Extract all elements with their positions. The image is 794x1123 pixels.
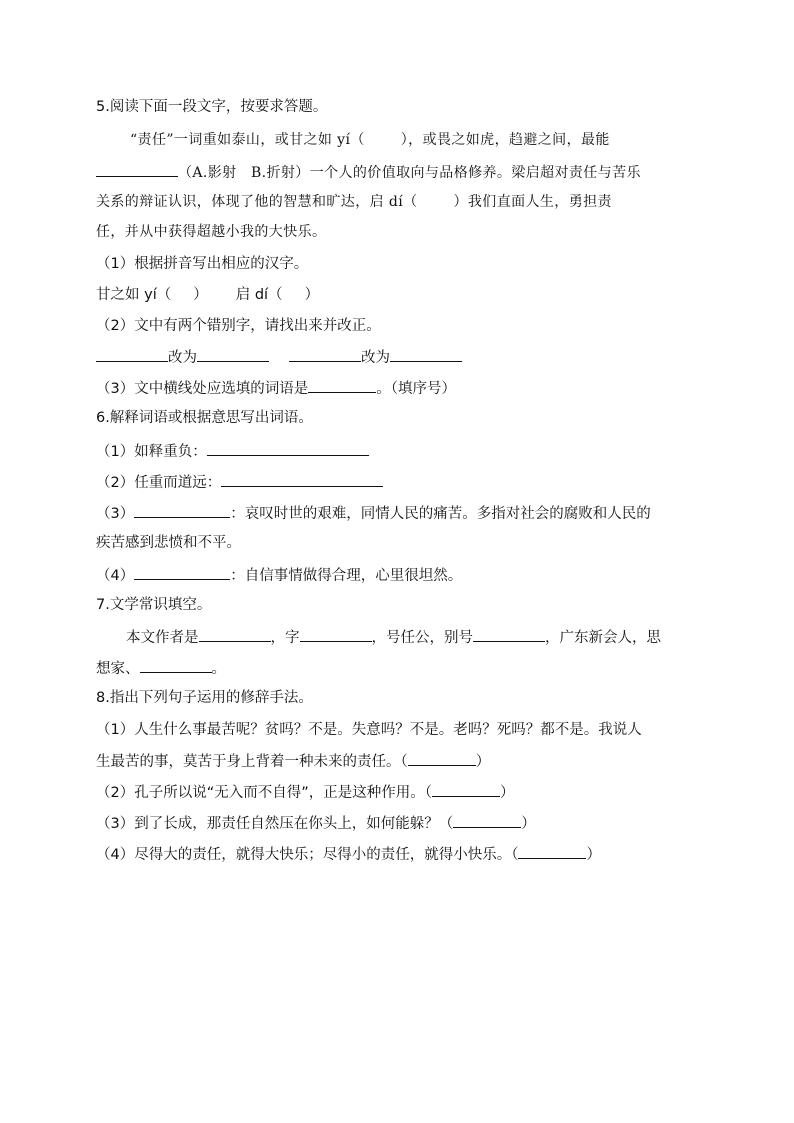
q8-s2-text: （2）孔子所以说“无入而不自得”，正是这种作用。（ xyxy=(96,785,432,801)
q6-item-1-blank[interactable] xyxy=(207,440,369,456)
q5-sub2: （2）文中有两个错别字，请找出来并改正。 xyxy=(96,318,381,334)
q6-item-3-text: ：哀叹时世的艰难，同情人民的痛苦。多指对社会的腐败和人民的 xyxy=(230,506,651,522)
q5-sub2-answers xyxy=(96,346,462,368)
q7-author-blank[interactable] xyxy=(199,626,271,642)
q6-item-4-num: （4） xyxy=(96,568,135,584)
q8-sentence-4 xyxy=(96,843,601,865)
q7-t2: ，字 xyxy=(270,630,300,646)
q8-s4-blank[interactable] xyxy=(518,843,586,859)
q7-line1 xyxy=(126,626,661,648)
q8-s1-close: ） xyxy=(475,754,491,770)
q5-passage-p1: “责任”一词重如泰山，或甘之如 yí（ xyxy=(130,132,365,148)
q8-s3-blank[interactable] xyxy=(453,812,521,828)
q5-title: 5.阅读下面一段文字，按要求答题。 xyxy=(96,99,328,115)
q5-sub1: （1）根据拼音写出相应的汉字。 xyxy=(96,256,309,272)
q6-item-4-text: ：自信事情做得合理，心里很坦然。 xyxy=(230,568,463,584)
q5-correct-char-blank-2[interactable] xyxy=(390,346,462,362)
q5-sub3-a: （3）文中横线处应选填的词语是 xyxy=(96,381,309,397)
q5-passage-line2 xyxy=(96,161,641,183)
q6-item-2-label: （2）任重而道远： xyxy=(96,475,222,491)
q6-item-2 xyxy=(96,471,383,493)
q8-s1-blank[interactable] xyxy=(408,750,476,766)
q6-item-1 xyxy=(96,440,369,462)
q6-item-3-blank[interactable] xyxy=(134,502,230,518)
q5-sub3 xyxy=(96,377,456,399)
q6-item-3-num: （3） xyxy=(96,506,135,522)
q5-wrong-char-blank-2[interactable] xyxy=(289,346,361,362)
q8-sentence-2 xyxy=(96,781,515,803)
q5-sub1-c: 启 dí（ xyxy=(235,287,283,303)
q5-choice-blank[interactable] xyxy=(96,161,178,177)
q5-passage-line3 xyxy=(96,192,612,212)
q5-sub3-blank[interactable] xyxy=(308,377,376,393)
q5-sub1-answers xyxy=(96,285,319,305)
q5-sub1-b: ） xyxy=(193,287,208,303)
q5-wrong-char-blank-1[interactable] xyxy=(96,346,168,362)
q5-passage-p6: 任，并从中获得超越小我的大快乐。 xyxy=(96,224,327,240)
q6-item-3 xyxy=(96,502,651,524)
q8-s3-close: ） xyxy=(521,816,536,832)
q5-correct-char-blank-1[interactable] xyxy=(197,346,269,362)
q5-sub3-b: 。（填序号） xyxy=(376,381,456,397)
q7-t1: 本文作者是 xyxy=(126,630,199,646)
q5-passage-p4: 关系的辩证认识，体现了他的智慧和旷达，启 dí（ xyxy=(96,194,418,210)
q7-biehao-blank[interactable] xyxy=(473,626,545,642)
q7-t3: ，号任公，别号 xyxy=(371,630,473,646)
q8-s4-close: ） xyxy=(586,847,601,863)
q7-identity-blank[interactable] xyxy=(140,657,212,673)
q5-gaiwei-2: 改为 xyxy=(361,350,390,366)
q6-item-3-cont: 疾苦感到悲愤和不平。 xyxy=(96,535,241,551)
q7-t4: ，广东新会人，思 xyxy=(545,630,661,646)
q8-sentence-1: （1）人生什么事最苦呢？贫吗？不是。失意吗？不是。老吗？死吗？都不是。我说人 xyxy=(96,722,642,738)
q5-sub1-a: 甘之如 yí（ xyxy=(96,287,172,303)
q5-passage-p5: ）我们直面人生，勇担责 xyxy=(453,194,612,210)
q8-s2-blank[interactable] xyxy=(432,781,500,797)
q6-item-1-label: （1）如释重负： xyxy=(96,444,207,460)
q8-title: 8.指出下列句子运用的修辞手法。 xyxy=(96,690,313,706)
q8-sentence-3 xyxy=(96,812,536,834)
q6-item-4-blank[interactable] xyxy=(134,564,230,580)
q5-passage-line1 xyxy=(130,130,610,150)
q7-line2 xyxy=(96,657,226,679)
q6-title: 6.解释词语或根据意思写出词语。 xyxy=(96,410,313,426)
q8-s1-cont-text: 生最苦的事，莫苦于身上背着一种未来的责任。（ xyxy=(96,754,408,770)
q8-s4-text: （4）尽得大的责任，就得大快乐；尽得小的责任，就得小快乐。（ xyxy=(96,847,519,863)
q6-item-2-blank[interactable] xyxy=(221,471,383,487)
q8-sentence-1-cont xyxy=(96,750,490,772)
q7-zi-blank[interactable] xyxy=(300,626,372,642)
q5-gaiwei-1: 改为 xyxy=(168,350,197,366)
q5-passage-p3: （A.影射 B.折射）一个人的价值取向与品格修养。梁启超对责任与苦乐 xyxy=(178,165,641,181)
q5-passage-p2: ），或畏之如虎，趋避之间，最能 xyxy=(400,132,610,148)
q8-s2-close: ） xyxy=(500,785,515,801)
q8-s3-text: （3）到了长成，那责任自然压在你头上，如何能躲？（ xyxy=(96,816,454,832)
q7-title: 7.文学常识填空。 xyxy=(96,597,212,613)
q6-item-4 xyxy=(96,564,462,586)
q5-sub1-d: ） xyxy=(304,287,320,303)
q7-t5: 想家、 xyxy=(96,661,140,677)
q7-t6: 。 xyxy=(211,661,226,677)
